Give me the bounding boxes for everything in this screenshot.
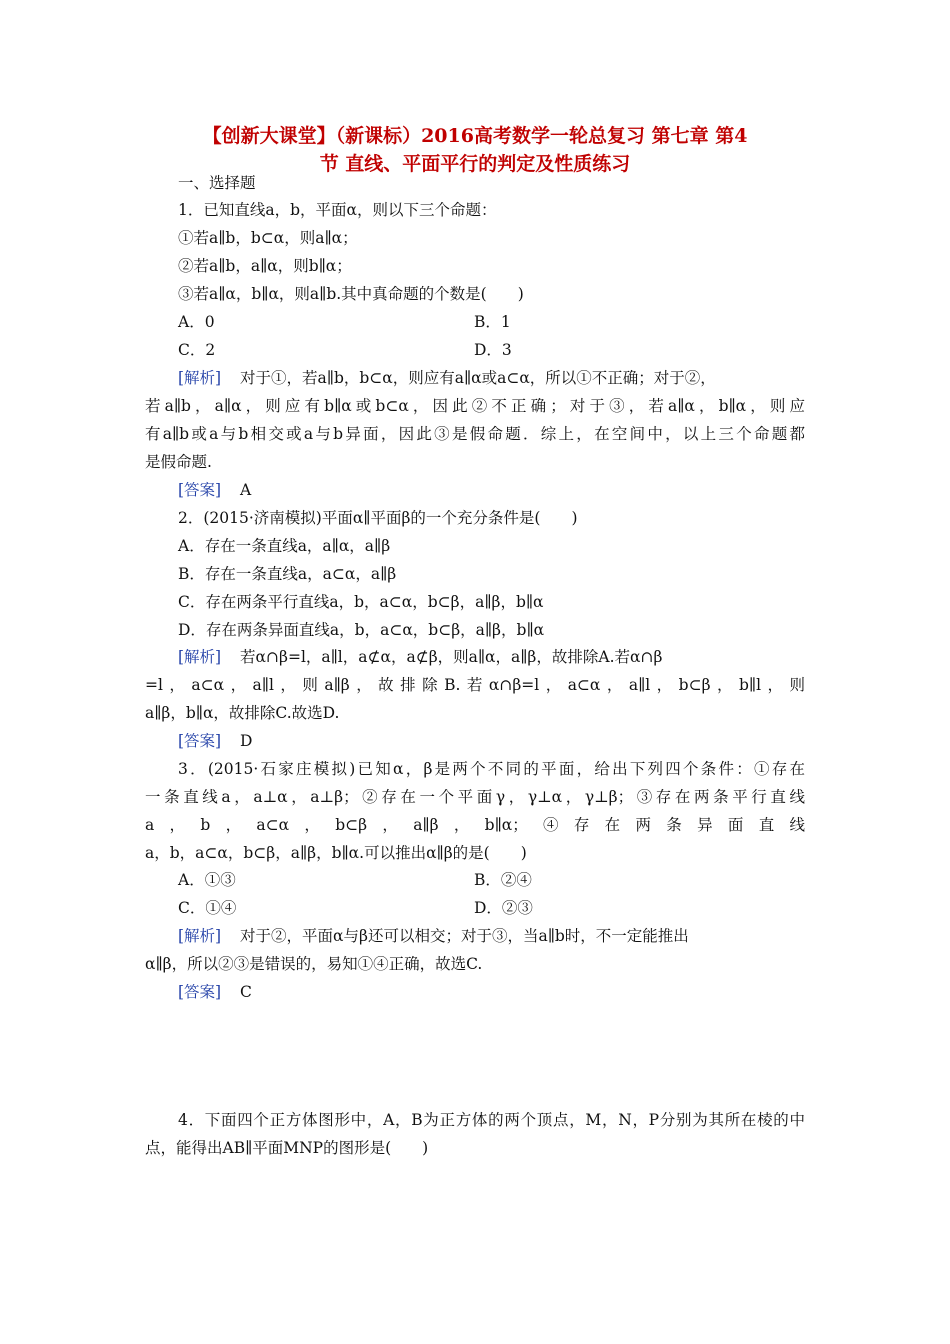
q1-analysis-tag: [解析] <box>178 369 222 387</box>
q2-analysis-line-2: =l，a⊂α，a∥l，则a∥β，故排除B.若α∩β=l，a⊂α，a∥l，b⊂β，b∥l，则 <box>145 676 805 694</box>
q1-option-d: D．3 <box>474 341 512 359</box>
q3-answer: C <box>240 983 252 1001</box>
q1-analysis-line-4: 是假命题. <box>145 453 212 471</box>
q2-analysis-line-1 <box>178 646 662 668</box>
q3-option-d: D．②③ <box>474 899 533 917</box>
q2-analysis-line-3: a∥β，b∥α，故排除C.故选D. <box>145 704 340 722</box>
q3-analysis-tag: [解析] <box>178 927 222 945</box>
q2-option-d: D．存在两条异面直线a，b，a⊂α，b⊂β，a∥β，b∥α <box>178 621 545 639</box>
q1-option-c: C．2 <box>178 341 216 359</box>
q3-analysis-line-2: α∥β，所以②③是错误的，易知①④正确，故选C. <box>145 955 483 973</box>
q4-stem-line-2: 点，能得出AB∥平面MNP的图形是( ) <box>145 1139 429 1157</box>
q2-analysis-tag: [解析] <box>178 648 222 666</box>
title-line-2: 节 直线、平面平行的判定及性质练习 <box>319 153 631 175</box>
q1-proposition-2: ②若a∥b，a∥α，则b∥α； <box>178 257 352 275</box>
q1-option-a: A．0 <box>178 313 215 331</box>
q4-stem-line-1: 4．下面四个正方体图形中，A，B为正方体的两个顶点，M，N，P分别为其所在棱的中 <box>178 1111 805 1129</box>
q3-analysis-line-1 <box>178 925 689 947</box>
q1-analysis-text-1: 对于①，若a∥b，b⊂α，则应有a∥α或a⊂α，所以①不正确；对于②， <box>240 369 716 387</box>
q1-answer-tag: [答案] <box>178 481 222 499</box>
q2-answer-tag: [答案] <box>178 732 222 750</box>
q2-answer-line <box>178 730 252 752</box>
q3-stem-line-3: a，b，a⊂α，b⊂β，a∥β，b∥α；④存在两条异面直线 <box>145 816 805 834</box>
section-label: 一、选择题 <box>178 174 256 192</box>
q3-stem-line-4: a，b，a⊂α，b⊂β，a∥β，b∥α.可以推出α∥β的是( ) <box>145 844 527 862</box>
q2-option-b: B．存在一条直线a，a⊂α，a∥β <box>178 565 397 583</box>
q2-option-a: A．存在一条直线a，a∥α，a∥β <box>178 537 391 555</box>
q3-answer-tag: [答案] <box>178 983 222 1001</box>
q3-answer-line <box>178 981 252 1003</box>
q2-option-c: C．存在两条平行直线a，b，a⊂α，b⊂β，a∥β，b∥α <box>178 593 544 611</box>
title-line-1: 【创新大课堂】（新课标）2016高考数学一轮总复习 第七章 第4 <box>202 125 748 147</box>
q1-stem: 1．已知直线a，b，平面α，则以下三个命题： <box>178 201 497 219</box>
q3-analysis-text-1: 对于②，平面α与β还可以相交；对于③，当a∥b时，不一定能推出 <box>240 927 689 945</box>
q1-proposition-1: ①若a∥b，b⊂α，则a∥α； <box>178 229 358 247</box>
q1-analysis-line-1 <box>178 367 716 389</box>
q2-analysis-text-1: 若α∩β=l，a∥l，a⊄α，a⊄β，则a∥α，a∥β，故排除A.若α∩β <box>240 648 663 666</box>
q2-stem: 2．(2015·济南模拟)平面α∥平面β的一个充分条件是( ) <box>178 509 578 527</box>
document-title <box>145 122 805 178</box>
q1-answer-line <box>178 479 251 501</box>
q1-proposition-3: ③若a∥α，b∥α，则a∥b.其中真命题的个数是( ) <box>178 285 524 303</box>
q1-analysis-line-3: 有a∥b或a与b相交或a与b异面，因此③是假命题．综上，在空间中，以上三个命题都 <box>145 425 805 443</box>
q1-option-b: B．1 <box>474 313 511 331</box>
q3-stem-line-2: 一条直线a，a⊥α，a⊥β；②存在一个平面γ，γ⊥α，γ⊥β；③存在两条平行直线 <box>145 788 805 806</box>
q3-stem-line-1: 3．(2015·石家庄模拟)已知α，β是两个不同的平面，给出下列四个条件：①存在 <box>178 760 805 778</box>
q1-answer: A <box>240 481 252 499</box>
q3-option-b: B．②④ <box>474 871 532 889</box>
q3-option-c: C．①④ <box>178 899 237 917</box>
q1-analysis-line-2: 若a∥b，a∥α，则应有b∥α或b⊂α，因此②不正确；对于③，若a∥α，b∥α，则应 <box>145 397 805 415</box>
q2-answer: D <box>240 732 253 750</box>
q3-option-a: A．①③ <box>178 871 236 889</box>
